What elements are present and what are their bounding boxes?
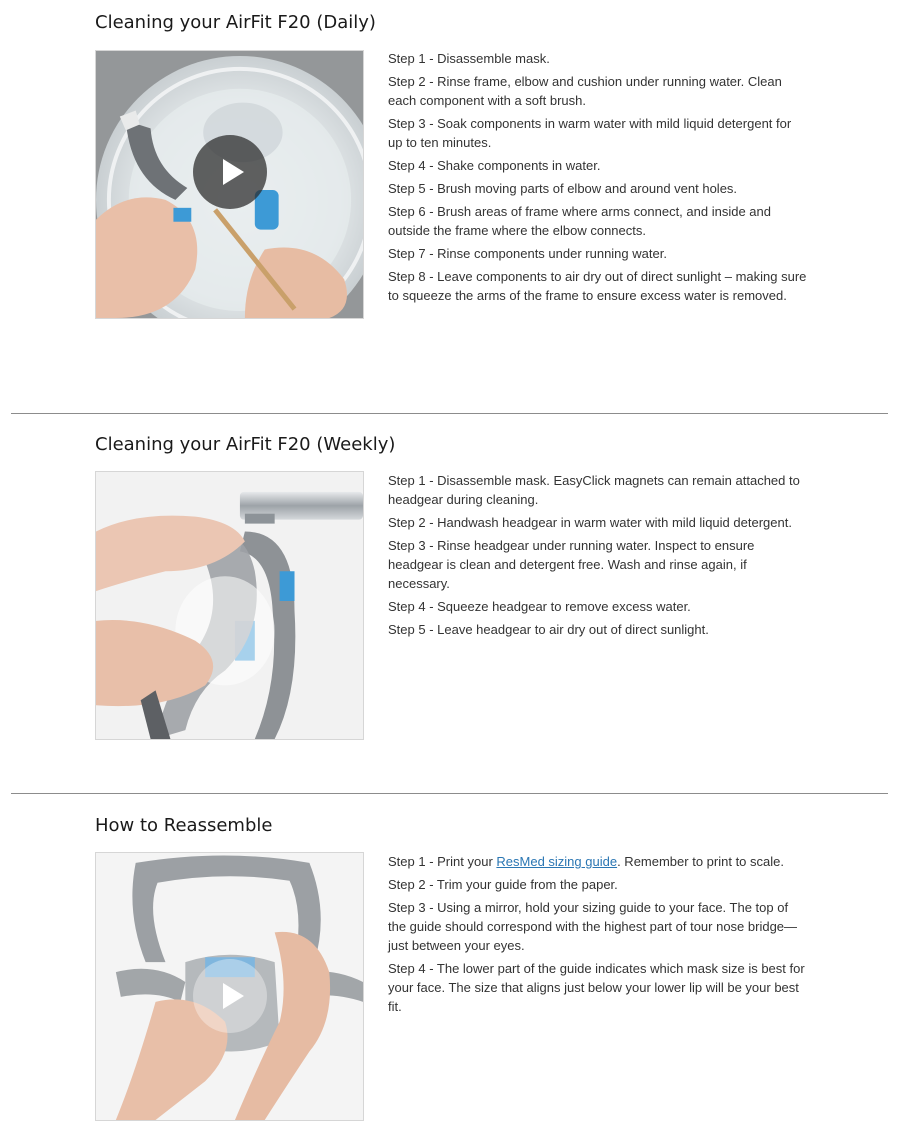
- step-1-prefix: Step 1 - Print your: [388, 854, 497, 869]
- play-icon: [193, 959, 267, 1033]
- list-item: Step 3 - Using a mirror, hold your sizing guide to your face. The top of the guide should correspond with the highest part of tour nose bridge—just between your eyes.: [388, 900, 798, 953]
- step-1-suffix: . Remember to print to scale.: [617, 854, 784, 869]
- list-item: Step 3 - Rinse headgear under running water. Inspect to ensure headgear is clean and detergent free. Wash and rinse again, if necessary.: [388, 538, 755, 591]
- list-item: [388, 852, 808, 871]
- list-item: Step 4 - Shake components in water.: [388, 158, 601, 173]
- section-title-weekly: Cleaning your AirFit F20 (Weekly): [95, 434, 396, 455]
- list-item: Step 2 - Trim your guide from the paper.: [388, 877, 618, 892]
- list-item: Step 4 - Squeeze headgear to remove excess water.: [388, 599, 691, 614]
- list-item: Step 3 - Soak components in warm water with mild liquid detergent for up to ten minutes.: [388, 116, 792, 150]
- list-item: Step 4 - The lower part of the guide indicates which mask size is best for your face. The size that aligns just below your lower lip will be your best fit.: [388, 961, 805, 1014]
- section-title-daily: Cleaning your AirFit F20 (Daily): [95, 12, 376, 33]
- list-item: Step 1 - Disassemble mask.: [388, 51, 550, 66]
- list-item: Step 2 - Handwash headgear in warm water with mild liquid detergent.: [388, 515, 792, 530]
- section-title-reassemble: How to Reassemble: [95, 815, 273, 836]
- steps-list-reassemble: [388, 852, 808, 1020]
- list-item: Step 8 - Leave components to air dry out of direct sunlight – making sure to squeeze the arms of the frame to ensure excess water is removed.: [388, 269, 807, 303]
- play-button-reassemble[interactable]: [193, 959, 267, 1033]
- list-item: Step 5 - Brush moving parts of elbow and around vent holes.: [388, 181, 738, 196]
- sizing-guide-link[interactable]: ResMed sizing guide: [496, 854, 618, 869]
- list-item: Step 5 - Leave headgear to air dry out of direct sunlight.: [388, 622, 709, 637]
- list-item: Step 7 - Rinse components under running water.: [388, 246, 667, 261]
- list-item: Step 2 - Rinse frame, elbow and cushion under running water. Clean each component with a soft brush.: [388, 74, 782, 108]
- list-item: Step 1 - Disassemble mask. EasyClick magnets can remain attached to headgear during cleaning.: [388, 473, 800, 507]
- list-item: Step 6 - Brush areas of frame where arms connect, and inside and outside the frame where the elbow connects.: [388, 204, 771, 238]
- video-reassemble[interactable]: [95, 852, 364, 1121]
